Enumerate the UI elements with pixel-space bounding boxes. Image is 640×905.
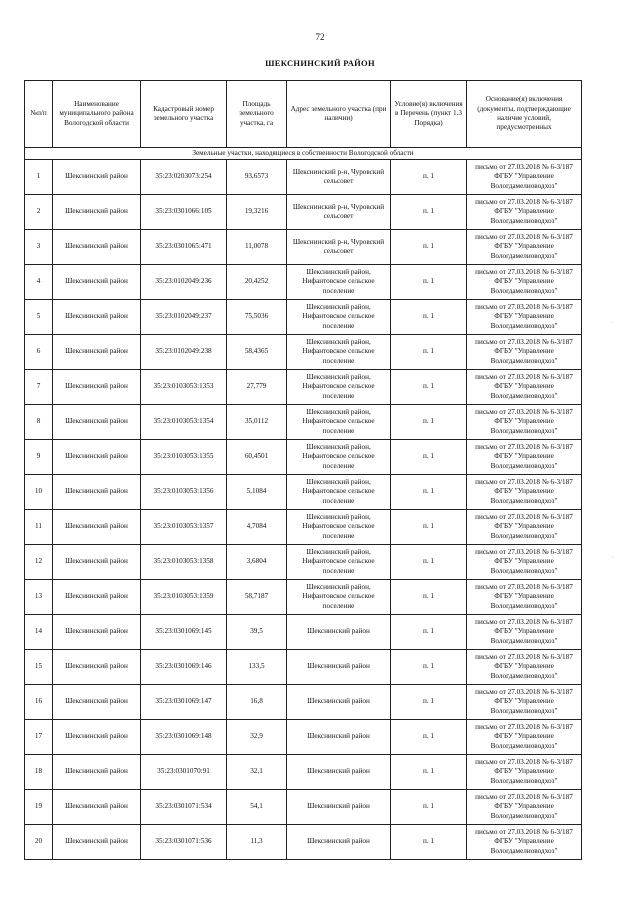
cell-cadastral: 35:23:0301071:534 (141, 790, 227, 825)
cell-cadastral: 35:23:0102049:237 (141, 300, 227, 335)
table-row (25, 720, 582, 755)
cell-area: 60,4501 (227, 440, 287, 475)
section-title: ШЕКСНИНСКИЙ РАЙОН (265, 58, 375, 68)
cell-num: 8 (25, 405, 53, 440)
cell-area: 11,0078 (227, 230, 287, 265)
cell-address: Шекснинский р-н, Чуровский сельсовет (287, 195, 391, 230)
cell-area: 58,4365 (227, 335, 287, 370)
cell-address: Шекснинский район, Нифантовское сельское поселение (287, 265, 391, 300)
header-address: Адрес земельного участка (при наличии) (287, 81, 391, 148)
header-area: Площадь земельного участка, га (227, 81, 287, 148)
cell-area: 27,779 (227, 370, 287, 405)
cell-area: 19,3216 (227, 195, 287, 230)
cell-cadastral: 35:23:0103053:1359 (141, 580, 227, 615)
cell-area: 32,9 (227, 720, 287, 755)
cell-num: 16 (25, 685, 53, 720)
cell-area: 3,6804 (227, 545, 287, 580)
cell-basis: письмо от 27.03.2018 № 6-3/187 ФГБУ "Управление Вологдамелиоводхоз" (467, 265, 582, 300)
cell-district: Шекснинский район (53, 160, 141, 195)
cell-num: 15 (25, 650, 53, 685)
cell-area: 58,7187 (227, 580, 287, 615)
cell-num: 2 (25, 195, 53, 230)
cell-condition: п. 1 (391, 440, 467, 475)
cell-condition: п. 1 (391, 580, 467, 615)
cell-district: Шекснинский район (53, 790, 141, 825)
cell-num: 3 (25, 230, 53, 265)
cell-basis: письмо от 27.03.2018 № 6-3/187 ФГБУ "Управление Вологдамелиоводхоз" (467, 580, 582, 615)
cell-cadastral: 35:23:0301070:91 (141, 755, 227, 790)
cell-condition: п. 1 (391, 300, 467, 335)
cell-address: Шекснинский район, Нифантовское сельское поселение (287, 335, 391, 370)
cell-num: 4 (25, 265, 53, 300)
table-row (25, 615, 582, 650)
cell-cadastral: 35:23:0103053:1355 (141, 440, 227, 475)
cell-basis: письмо от 27.03.2018 № 6-3/187 ФГБУ "Управление Вологдамелиоводхоз" (467, 230, 582, 265)
cell-condition: п. 1 (391, 615, 467, 650)
cell-num: 7 (25, 370, 53, 405)
cell-condition: п. 1 (391, 685, 467, 720)
cell-num: 14 (25, 615, 53, 650)
table-row (25, 370, 582, 405)
cell-num: 13 (25, 580, 53, 615)
table-row (25, 300, 582, 335)
cell-cadastral: 35:23:0301065:471 (141, 230, 227, 265)
cell-cadastral: 35:23:0102049:238 (141, 335, 227, 370)
cell-address: Шекснинский район, Нифантовское сельское поселение (287, 510, 391, 545)
cell-address: Шекснинский р-н, Чуровский сельсовет (287, 160, 391, 195)
table-row (25, 475, 582, 510)
cell-basis: письмо от 27.03.2018 № 6-3/187 ФГБУ "Управление Вологдамелиоводхоз" (467, 545, 582, 580)
cell-cadastral: 35:23:0301066:105 (141, 195, 227, 230)
cell-cadastral: 35:23:0301069:145 (141, 615, 227, 650)
cell-district: Шекснинский район (53, 615, 141, 650)
cell-address: Шекснинский район, Нифантовское сельское поселение (287, 580, 391, 615)
cell-district: Шекснинский район (53, 195, 141, 230)
cell-basis: письмо от 27.03.2018 № 6-3/187 ФГБУ "Управление Вологдамелиоводхоз" (467, 370, 582, 405)
header-basis: Основание(я) включения (документы, подтверждающие наличие условий, предусмотренных (467, 81, 582, 148)
cell-condition: п. 1 (391, 510, 467, 545)
cell-basis: письмо от 27.03.2018 № 6-3/187 ФГБУ "Управление Вологдамелиоводхоз" (467, 755, 582, 790)
cell-area: 35,0112 (227, 405, 287, 440)
cell-district: Шекснинский район (53, 475, 141, 510)
cell-num: 19 (25, 790, 53, 825)
cell-address: Шекснинский район (287, 685, 391, 720)
cell-cadastral: 35:23:0203073:254 (141, 160, 227, 195)
cell-num: 11 (25, 510, 53, 545)
cell-cadastral: 35:23:0103053:1356 (141, 475, 227, 510)
cell-num: 6 (25, 335, 53, 370)
cell-address: Шекснинский р-н, Чуровский сельсовет (287, 230, 391, 265)
cell-district: Шекснинский район (53, 300, 141, 335)
cell-area: 39,5 (227, 615, 287, 650)
table-row (25, 335, 582, 370)
cell-basis: письмо от 27.03.2018 № 6-3/187 ФГБУ "Управление Вологдамелиоводхоз" (467, 160, 582, 195)
table-row (25, 685, 582, 720)
cell-num: 12 (25, 545, 53, 580)
cell-address: Шекснинский район, Нифантовское сельское поселение (287, 405, 391, 440)
cell-address: Шекснинский район, Нифантовское сельское поселение (287, 545, 391, 580)
header-cadastral: Кадастровый номер земельного участка (141, 81, 227, 148)
cell-basis: письмо от 27.03.2018 № 6-3/187 ФГБУ "Управление Вологдамелиоводхоз" (467, 650, 582, 685)
table-row (25, 755, 582, 790)
table-row (25, 405, 582, 440)
cell-district: Шекснинский район (53, 650, 141, 685)
table-row (25, 265, 582, 300)
page-number: 72 (315, 32, 325, 42)
cell-cadastral: 35:23:0103053:1354 (141, 405, 227, 440)
cell-area: 32,1 (227, 755, 287, 790)
cell-basis: письмо от 27.03.2018 № 6-3/187 ФГБУ "Управление Вологдамелиоводхоз" (467, 335, 582, 370)
cell-basis: письмо от 27.03.2018 № 6-3/187 ФГБУ "Управление Вологдамелиоводхоз" (467, 790, 582, 825)
cell-condition: п. 1 (391, 265, 467, 300)
cell-basis: письмо от 27.03.2018 № 6-3/187 ФГБУ "Управление Вологдамелиоводхоз" (467, 300, 582, 335)
cell-area: 16,8 (227, 685, 287, 720)
land-plots-table (24, 80, 582, 860)
cell-cadastral: 35:23:0103053:1358 (141, 545, 227, 580)
cell-area: 133,5 (227, 650, 287, 685)
cell-cadastral: 35:23:0301069:147 (141, 685, 227, 720)
cell-address: Шекснинский район (287, 650, 391, 685)
cell-basis: письмо от 27.03.2018 № 6-3/187 ФГБУ "Управление Вологдамелиоводхоз" (467, 405, 582, 440)
cell-district: Шекснинский район (53, 335, 141, 370)
cell-condition: п. 1 (391, 650, 467, 685)
table-row (25, 160, 582, 195)
cell-num: 5 (25, 300, 53, 335)
scan-mark: · (612, 320, 614, 326)
cell-area: 93,6573 (227, 160, 287, 195)
cell-basis: письмо от 27.03.2018 № 6-3/187 ФГБУ "Управление Вологдамелиоводхоз" (467, 720, 582, 755)
cell-condition: п. 1 (391, 405, 467, 440)
cell-cadastral: 35:23:0102049:236 (141, 265, 227, 300)
table-row (25, 230, 582, 265)
cell-num: 17 (25, 720, 53, 755)
cell-num: 18 (25, 755, 53, 790)
table-row (25, 790, 582, 825)
cell-cadastral: 35:23:0301071:536 (141, 825, 227, 860)
cell-district: Шекснинский район (53, 510, 141, 545)
cell-area: 4,7084 (227, 510, 287, 545)
cell-condition: п. 1 (391, 545, 467, 580)
cell-area: 5,1084 (227, 475, 287, 510)
cell-area: 75,5036 (227, 300, 287, 335)
cell-condition: п. 1 (391, 755, 467, 790)
cell-num: 9 (25, 440, 53, 475)
cell-address: Шекснинский район, Нифантовское сельское поселение (287, 475, 391, 510)
cell-basis: письмо от 27.03.2018 № 6-3/187 ФГБУ "Управление Вологдамелиоводхоз" (467, 825, 582, 860)
cell-num: 20 (25, 825, 53, 860)
cell-district: Шекснинский район (53, 440, 141, 475)
cell-basis: письмо от 27.03.2018 № 6-3/187 ФГБУ "Управление Вологдамелиоводхоз" (467, 615, 582, 650)
cell-basis: письмо от 27.03.2018 № 6-3/187 ФГБУ "Управление Вологдамелиоводхоз" (467, 195, 582, 230)
table-row (25, 650, 582, 685)
cell-condition: п. 1 (391, 475, 467, 510)
cell-district: Шекснинский район (53, 755, 141, 790)
header-num: №п/п (25, 81, 53, 148)
cell-address: Шекснинский район (287, 825, 391, 860)
cell-condition: п. 1 (391, 195, 467, 230)
table-row (25, 510, 582, 545)
table-header-row (25, 81, 582, 148)
cell-condition: п. 1 (391, 230, 467, 265)
cell-district: Шекснинский район (53, 405, 141, 440)
cell-district: Шекснинский район (53, 370, 141, 405)
header-condition: Условие(я) включения в Перечень (пункт 1.3 Порядка) (391, 81, 467, 148)
cell-condition: п. 1 (391, 370, 467, 405)
cell-address: Шекснинский район (287, 755, 391, 790)
table-row (25, 825, 582, 860)
cell-district: Шекснинский район (53, 265, 141, 300)
cell-district: Шекснинский район (53, 580, 141, 615)
cell-cadastral: 35:23:0301069:148 (141, 720, 227, 755)
section-row (25, 148, 582, 160)
cell-num: 1 (25, 160, 53, 195)
cell-address: Шекснинский район, Нифантовское сельское поселение (287, 300, 391, 335)
cell-cadastral: 35:23:0103053:1357 (141, 510, 227, 545)
cell-condition: п. 1 (391, 790, 467, 825)
cell-condition: п. 1 (391, 720, 467, 755)
table-row (25, 440, 582, 475)
cell-district: Шекснинский район (53, 720, 141, 755)
cell-condition: п. 1 (391, 160, 467, 195)
table-row (25, 545, 582, 580)
table-row (25, 580, 582, 615)
cell-basis: письмо от 27.03.2018 № 6-3/187 ФГБУ "Управление Вологдамелиоводхоз" (467, 475, 582, 510)
cell-num: 10 (25, 475, 53, 510)
cell-condition: п. 1 (391, 825, 467, 860)
cell-basis: письмо от 27.03.2018 № 6-3/187 ФГБУ "Управление Вологдамелиоводхоз" (467, 685, 582, 720)
section-label: Земельные участки, находящиеся в собственности Вологодской области (25, 148, 582, 160)
cell-district: Шекснинский район (53, 545, 141, 580)
cell-area: 54,1 (227, 790, 287, 825)
header-district: Наименование муниципального района Вологодской области (53, 81, 141, 148)
cell-area: 11,3 (227, 825, 287, 860)
cell-district: Шекснинский район (53, 825, 141, 860)
cell-district: Шекснинский район (53, 685, 141, 720)
cell-district: Шекснинский район (53, 230, 141, 265)
scan-mark: · (612, 555, 614, 561)
cell-basis: письмо от 27.03.2018 № 6-3/187 ФГБУ "Управление Вологдамелиоводхоз" (467, 440, 582, 475)
cell-address: Шекснинский район (287, 720, 391, 755)
cell-address: Шекснинский район, Нифантовское сельское поселение (287, 370, 391, 405)
cell-address: Шекснинский район (287, 790, 391, 825)
table-row (25, 195, 582, 230)
cell-condition: п. 1 (391, 335, 467, 370)
cell-address: Шекснинский район (287, 615, 391, 650)
cell-area: 20,4252 (227, 265, 287, 300)
cell-address: Шекснинский район, Нифантовское сельское поселение (287, 440, 391, 475)
cell-cadastral: 35:23:0103053:1353 (141, 370, 227, 405)
cell-basis: письмо от 27.03.2018 № 6-3/187 ФГБУ "Управление Вологдамелиоводхоз" (467, 510, 582, 545)
cell-cadastral: 35:23:0301069:146 (141, 650, 227, 685)
